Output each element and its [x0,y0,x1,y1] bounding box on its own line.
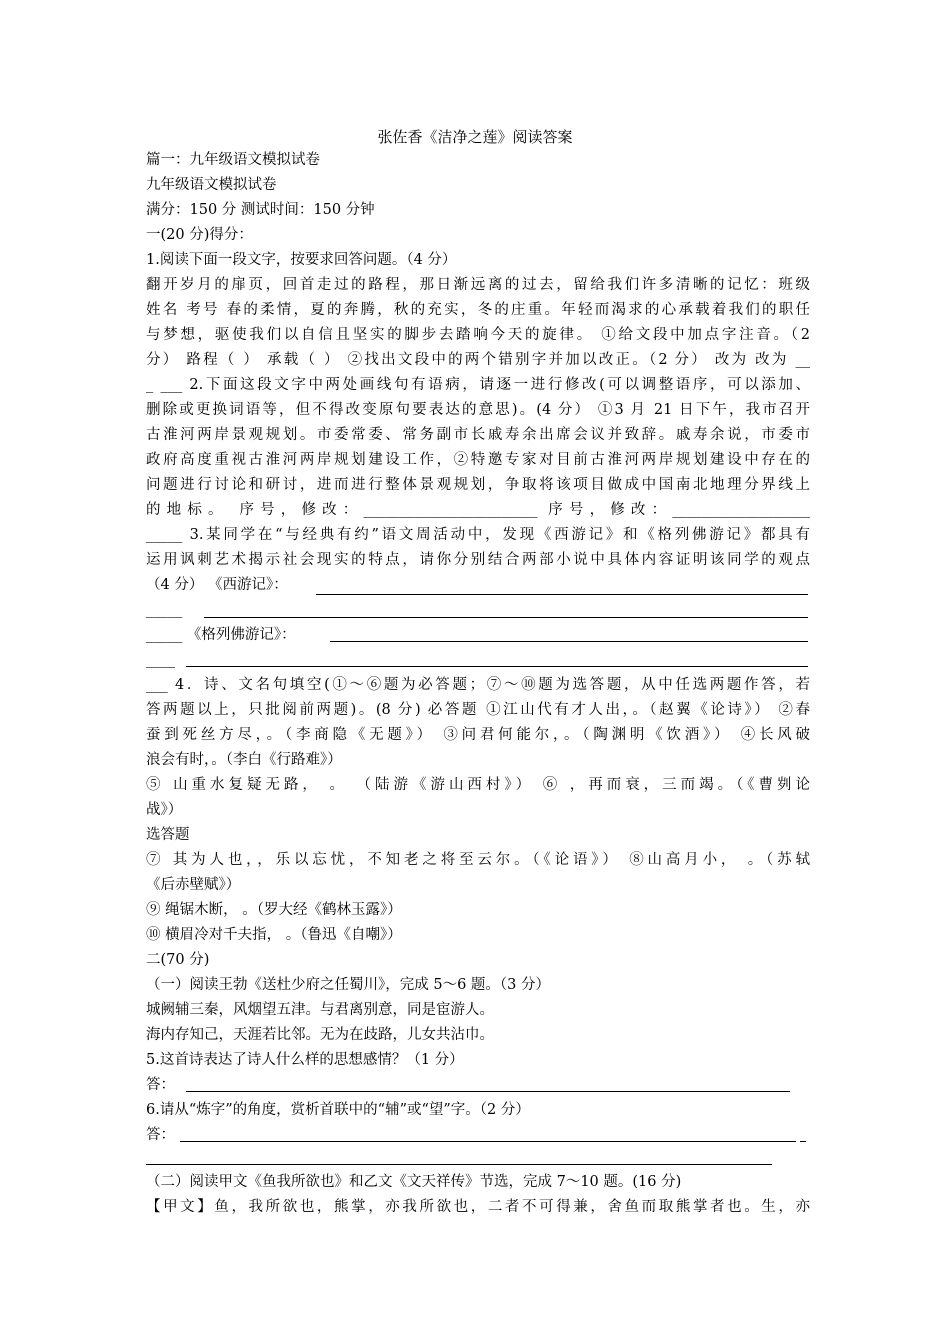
paragraph-line: 姓名 考号 春的柔情，夏的奔腾，秋的充实，冬的庄重。年轻而渴求的心承载着我们的职任 [146,302,810,318]
paragraph-line: 答两题以上，只批阅前两题)。(8 分) 必答题 ①江山代有才人出，。（赵翼《论诗》） ②春 [146,702,810,718]
paragraph-line: ⑨ 绳锯木断， 。（罗大经《鹤林玉露》） [146,902,402,918]
answer-line [800,1141,806,1142]
paragraph-line: 6.请从“炼字”的角度，赏析首联中的“辅”或“望”字。（2 分） [146,1102,530,1118]
paragraph-line: ⑤ 山重水复疑无路， 。 （陆游《游山西村》） ⑥ ，再而衰，三而竭。（《曹刿论 [146,777,810,793]
paragraph-line: 篇一：九年级语文模拟试卷 [146,152,320,168]
paragraph-line: 城阙辅三秦，风烟望五津。与君离别意，同是宦游人。 [146,1002,494,1018]
paragraph-line: 翻开岁月的扉页，回首走过的路程，那日渐远离的过去，留给我们许多清晰的记忆：班级 [146,277,810,293]
paragraph-line: 与梦想，驱使我们以自信且坚实的脚步去踏响今天的旋律。 ①给文段中加点字注音。（2 [146,327,810,343]
paragraph-line: _ ___ 2.下面这段文字中两处画线句有语病，请逐一进行修改(可以调整语序，可以添加、 [146,377,810,393]
answer-line [186,1091,790,1092]
answer-line [186,666,808,667]
answer-line [204,617,808,618]
answer-label: 答： [146,1077,175,1093]
paragraph-line: 一(20 分)得分： [146,227,253,243]
paragraph-line: _____ [146,602,183,618]
paragraph-line: _____ 《格列佛游记》： [146,627,296,643]
answer-line [330,641,808,642]
paragraph-line: （一）阅读王勃《送杜少府之任蜀川》，完成 5～6 题。（3 分） [146,977,551,993]
paragraph-line: 问题进行讨论和研讨，进而进行整体景观规划，争取将该项目做成中国南北地理分界线上 [146,477,810,493]
paragraph-line: 删除或更换词语等，但不得改变原句要表达的意思)。(4 分） ①3 月 21 日下午，我市召开 [146,402,810,418]
paragraph-line: 选答题 [146,827,190,843]
paragraph-line: 运用讽刺艺术揭示社会现实的特点，请你分别结合两部小说中具体内容证明该同学的观点 [146,552,810,568]
paragraph-line: 【甲文】鱼，我所欲也，熊掌，亦我所欲也，二者不可得兼，舍鱼而取熊掌者也。生，亦 [146,1199,810,1215]
paragraph-line: 的地标。 序号，修改：________________________ 序号，修改：___________________ [146,502,810,518]
paragraph-line: 浪会有时，。（李白《行路难》） [146,752,342,768]
paragraph-line: （4 分） 《西游记》： [146,577,288,593]
paragraph-line: ___ 4．诗、文名句填空(①～⑥题为必答题；⑦～⑩题为选答题，从中任选两题作答，若 [146,677,810,693]
paragraph-line: （二）阅读甲文《鱼我所欲也》和乙文《文天祥传》节选，完成 7～10 题。(16 分) [146,1174,682,1190]
paragraph-line: 战》） [146,802,183,818]
answer-line [316,594,808,595]
paragraph-line: 蚕到死丝方尽，。（李商隐《无题》） ③问君何能尔，。（陶渊明《饮酒》） ④长风破 [146,727,810,743]
paragraph-line: ⑦ 其为人也，，乐以忘忧，不知老之将至云尔。（《论语》） ⑧山高月小， 。（苏轼 [146,852,810,868]
paragraph-line: 政府高度重视古淮河两岸规划建设工作，②特邀专家对目前古淮河两岸规划建设中存在的 [146,452,810,468]
paragraph-line: _____ 3.某同学在“与经典有约”语文周活动中，发现《西游记》和《格列佛游记》都具有 [146,527,810,543]
paragraph-line: 海内存知己，天涯若比邻。无为在歧路，儿女共沾巾。 [146,1027,494,1043]
answer-line [180,1141,796,1142]
paragraph-line: 满分：150 分 测试时间：150 分钟 [146,202,375,218]
paragraph-line: 5.这首诗表达了诗人什么样的思想感情？（1 分） [146,1052,464,1068]
answer-line [146,1164,772,1165]
paragraph-line: 分） 路程（ ） 承载（ ） ②找出文段中的两个错别字并加以改正。（2 分） 改为 改为 __ [146,352,810,368]
paragraph-line: ⑩ 横眉冷对千夫指， 。（鲁迅《自嘲》） [146,927,402,943]
answer-label: 答： [146,1127,175,1143]
paragraph-line: 二(70 分) [146,952,210,968]
paragraph-line: ____ [146,652,175,668]
paragraph-line: 九年级语文模拟试卷 [146,177,277,193]
paragraph-line: 古淮河两岸景观规划。市委常委、常务副市长戚寿余出席会议并致辞。戚寿余说，市委市 [146,427,810,443]
paragraph-line: 《后赤壁赋》） [146,877,241,893]
document-title: 张佐香《洁净之莲》阅读答案 [377,128,573,146]
paragraph-line: 1.阅读下面一段文字，按要求回答问题。（4 分） [146,252,457,268]
